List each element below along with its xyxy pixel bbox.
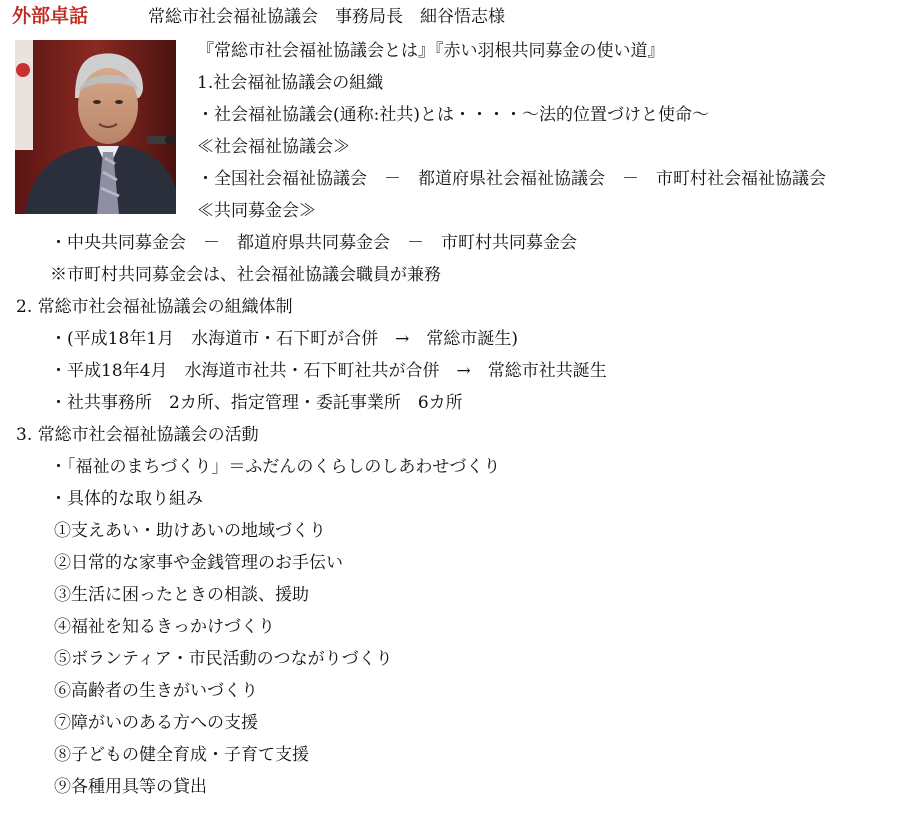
subheading: ≪共同募金会≫ [197,201,316,221]
text-line: ・「福祉のまちづくり」＝ふだんのくらしのしあわせづくり [50,457,501,477]
text-line: ・(平成18年1月 水海道市・石下町が合併 → 常総市誕生) [50,329,518,349]
list-item: ⑥高齢者の生きがいづくり [54,681,258,701]
talk-title: 『常総市社会福祉協議会とは』『赤い羽根共同募金の使い道』 [197,41,665,61]
text-line: ※市町村共同募金会は、社会福祉協議会職員が兼務 [50,265,441,285]
list-item: ⑨各種用具等の貸出 [54,777,207,797]
text-line: ・中央共同募金会 － 都道府県共同募金会 － 市町村共同募金会 [50,233,577,253]
list-item: ②日常的な家事や金銭管理のお手伝い [54,553,343,573]
list-item: ⑤ボランティア・市民活動のつながりづくり [54,649,393,669]
list-item: ④福祉を知るきっかけづくり [54,617,275,637]
speaker-photo [15,40,176,214]
text-line: ・全国社会福祉協議会 － 都道府県社会福祉協議会 － 市町村社会福祉協議会 [197,169,826,189]
text-line: ・社共事務所 2カ所、指定管理・委託事業所 6カ所 [50,393,463,413]
text-line: ・社会福祉協議会(通称:社共)とは・・・・～法的位置づけと使命～ [197,105,709,125]
list-item: ③生活に困ったときの相談、援助 [54,585,309,605]
section-2-heading: 2. 常総市社会福祉協議会の組織体制 [16,297,293,317]
list-item: ⑧子どもの健全育成・子育て支援 [54,745,309,765]
text-line: ・平成18年4月 水海道市社共・石下町社共が合併 → 常総市社共誕生 [50,361,607,381]
section-heading: 外部卓話 [12,5,89,27]
list-item: ⑦障がいのある方への支援 [54,713,258,733]
text-line: ・具体的な取り組み [50,489,203,509]
section-3-heading: 3. 常総市社会福祉協議会の活動 [16,425,259,445]
subheading: ≪社会福祉協議会≫ [197,137,350,157]
section-1-heading: 1.社会福祉協議会の組織 [197,73,384,93]
speaker-name: 常総市社会福祉協議会 事務局長 細谷悟志様 [148,7,505,27]
list-item: ①支えあい・助けあいの地域づくり [54,521,326,541]
